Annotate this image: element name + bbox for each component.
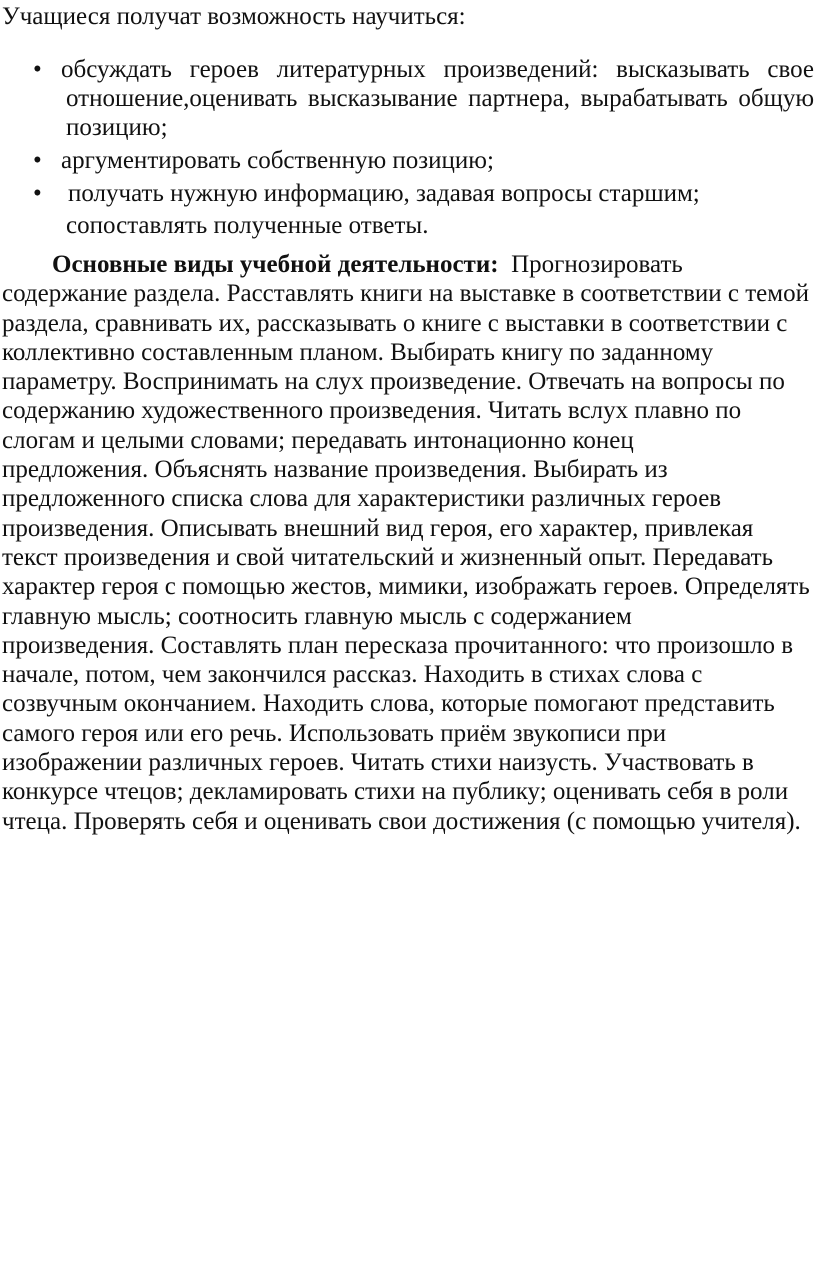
paragraph-line: произведения. Составлять план пересказа прочитанного: что произошло в	[2, 631, 794, 659]
paragraph-line: слогам и целыми словами; передавать интонационно конец	[2, 426, 634, 454]
paragraph-line: главную мысль; соотносить главную мысль с содержанием	[2, 602, 632, 630]
activities-label: Основные виды учебной деятельности:	[52, 251, 499, 278]
paragraph-line: предложения. Объяснять название произведения. Выбирать из	[2, 456, 668, 484]
paragraph-line: созвучным окончанием. Находить слова, которые помогают представить	[2, 690, 775, 718]
paragraph-line: самого героя или его речь. Использовать приём звукописи при	[2, 719, 667, 747]
list-item-line: аргументировать собственную позицию;	[61, 147, 494, 174]
paragraph-line: текст произведения и свой читательский и жизненный опыт. Передавать	[2, 543, 773, 571]
paragraph-line	[2, 250, 814, 279]
paragraph-line: характер героя с помощью жестов, мимики, изображать героев. Определять	[2, 573, 810, 601]
intro-heading: Учащиеся получат возможность научиться:	[2, 3, 466, 30]
paragraph-text: Прогнозировать	[511, 251, 683, 278]
paragraph-line: содержание раздела. Расставлять книги на выставке в соответствии с темой	[2, 280, 809, 308]
skills-list	[0, 55, 816, 240]
paragraph-line: предложенного списка слова для характеристики различных героев	[2, 485, 722, 513]
activities-paragraph	[2, 250, 814, 836]
paragraph-line: содержанию художественного произведения. Читать вслух плавно по	[2, 397, 742, 425]
paragraph-line: конкурсе чтецов; декламировать стихи на публику; оценивать себя в роли	[2, 778, 789, 806]
paragraph-line: параметру. Воспринимать на слух произведение. Отвечать на вопросы по	[2, 368, 785, 396]
bullet-icon: •	[33, 56, 42, 83]
paragraph-line: чтеца. Проверять себя и оценивать свои достижения (с помощью учителя).	[2, 807, 801, 835]
list-item	[0, 179, 816, 240]
list-item-line: обсуждать героев литературных произведений: высказывать свое	[61, 56, 814, 83]
paragraph-line: начале, потом, чем закончился рассказ. Находить в стихах слова с	[2, 661, 703, 689]
list-item-line: отношение,оценивать высказывание партнера, вырабатывать общую	[66, 85, 814, 112]
list-item	[0, 146, 816, 175]
list-item	[0, 55, 816, 142]
list-item-line: позицию;	[66, 114, 168, 141]
paragraph-line: изображении различных героев. Читать стихи наизусть. Участвовать в	[2, 749, 754, 777]
paragraph-line: произведения. Описывать внешний вид героя, его характер, привлекая	[2, 514, 754, 542]
bullet-icon: •	[33, 147, 42, 174]
paragraph-line: раздела, сравнивать их, рассказывать о книге с выставки в соответствии с	[2, 309, 788, 337]
list-item-line: сопоставлять полученные ответы.	[66, 212, 429, 239]
paragraph-line: коллективно составленным планом. Выбирать книгу по заданному	[2, 338, 714, 366]
bullet-icon: •	[33, 180, 42, 207]
list-item-continuation	[66, 84, 814, 142]
list-item-line: получать нужную информацию, задавая вопросы старшим;	[68, 180, 700, 207]
